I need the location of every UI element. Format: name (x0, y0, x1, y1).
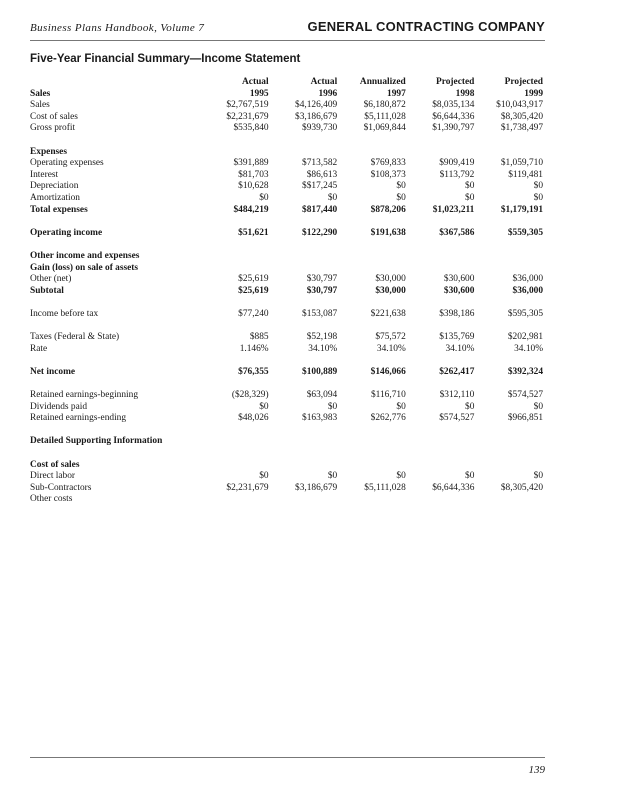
cell-value: $0 (465, 181, 475, 192)
spacer (30, 239, 543, 251)
section-heading-label: Other income and expenses (30, 250, 140, 261)
cell-value: $574,527 (507, 390, 543, 401)
column-type: Projected (504, 77, 543, 87)
cell-value: $30,797 (306, 274, 338, 285)
row-retained-ending (30, 413, 543, 425)
cell-value: $966,851 (507, 413, 543, 424)
row-retained-beginning (30, 390, 543, 402)
cell-value: $51,621 (238, 227, 269, 238)
row-label: Other costs (30, 494, 73, 505)
cell-value: $25,619 (238, 285, 269, 296)
cell-value: $1,069,844 (363, 123, 406, 134)
cell-value: $8,305,420 (500, 482, 543, 493)
section-heading-label: Detailed Supporting Information (30, 436, 163, 447)
cell-value: $36,000 (512, 274, 543, 285)
row-label: Cost of sales (30, 111, 78, 122)
cell-value: $30,000 (375, 285, 406, 296)
row-label: Other (net) (30, 274, 72, 285)
cell-value: $769,833 (370, 158, 406, 169)
cell-value: $2,767,519 (226, 100, 269, 111)
statement-title: Five-Year Financial Summary—Income Statement (30, 53, 301, 65)
column-year: 1995 (249, 88, 269, 99)
row-label: Retained earnings-ending (30, 413, 127, 424)
row-label: Income before tax (30, 308, 99, 319)
row-label: Operating income (30, 227, 103, 238)
spacer (30, 135, 543, 147)
cell-value: $1,023,211 (432, 204, 475, 215)
row-other-net (30, 274, 543, 286)
cell-value: $48,026 (238, 413, 269, 424)
section-heading-label: Expenses (30, 146, 67, 157)
cell-value: 34.10% (514, 343, 543, 354)
cell-value: $$17,245 (302, 181, 338, 192)
cell-value: $153,087 (302, 308, 338, 319)
cell-value: $30,797 (306, 285, 338, 296)
cell-value: $0 (533, 192, 543, 203)
section-heading-expenses (30, 147, 543, 159)
row-label: Gross profit (30, 123, 76, 134)
cell-value: $0 (396, 181, 406, 192)
cell-value: $391,889 (233, 158, 269, 169)
cell-value: $0 (327, 471, 338, 482)
cell-value: $0 (259, 471, 269, 482)
cell-value: $86,613 (306, 169, 338, 180)
row-label: Total expenses (30, 204, 88, 215)
row-taxes (30, 332, 543, 344)
column-type: Annualized (359, 77, 406, 87)
row-sales (30, 100, 543, 112)
section-heading-cost-of-sales (30, 460, 543, 472)
cell-value: $262,417 (439, 366, 475, 377)
cell-value: $1,738,497 (500, 123, 543, 134)
cell-value: $3,186,679 (295, 111, 338, 122)
cell-value: $535,840 (233, 123, 269, 134)
row-rate (30, 344, 543, 356)
cell-value: $2,231,679 (226, 111, 269, 122)
cell-value: $77,240 (238, 308, 269, 319)
cell-value: $100,889 (302, 366, 338, 377)
spacer (30, 448, 543, 460)
cell-value: $75,572 (375, 332, 406, 343)
row-income-before-tax (30, 309, 543, 321)
cell-value: ($28,329) (231, 390, 269, 401)
section-heading-sales: Sales (30, 88, 51, 99)
cell-value: $76,355 (238, 366, 269, 377)
row-label: Direct labor (30, 471, 76, 482)
row-operating-expenses (30, 158, 543, 170)
spacer (30, 355, 543, 367)
column-type: Projected (436, 77, 475, 87)
cell-value: $878,206 (370, 204, 406, 215)
cell-value: $1,179,191 (500, 204, 543, 215)
row-depreciation (30, 181, 543, 193)
spacer (30, 216, 543, 228)
row-label: Depreciation (30, 181, 79, 192)
cell-value: $122,290 (302, 227, 338, 238)
cell-value: $0 (327, 192, 338, 203)
cell-value: 34.10% (445, 343, 475, 354)
cell-value: $221,638 (370, 308, 406, 319)
cell-value: $0 (465, 401, 475, 412)
cell-value: $36,000 (512, 285, 543, 296)
row-net-income (30, 367, 543, 379)
row-label: Subtotal (30, 285, 64, 296)
cell-value: $5,111,028 (364, 111, 406, 122)
column-year: 1997 (387, 88, 406, 99)
column-type: Actual (242, 77, 269, 87)
column-year: 1999 (524, 88, 543, 99)
header-rule (30, 40, 545, 41)
row-operating-income (30, 228, 543, 240)
cell-value: $2,231,679 (226, 482, 269, 493)
cell-value: 1.146% (239, 343, 269, 354)
cell-value: $30,600 (443, 274, 475, 285)
cell-value: $81,703 (238, 169, 269, 180)
cell-value: $4,126,409 (295, 100, 338, 111)
cell-value: 34.10% (376, 343, 406, 354)
cell-value: $119,481 (508, 169, 543, 180)
cell-value: $25,619 (238, 274, 269, 285)
cell-value: $52,198 (306, 332, 338, 343)
cell-value: $5,111,028 (364, 482, 406, 493)
cell-value: $885 (249, 332, 269, 343)
row-amortization (30, 193, 543, 205)
cell-value: $1,390,797 (432, 123, 475, 134)
row-direct-labor (30, 471, 543, 483)
cell-value: $191,638 (370, 227, 406, 238)
row-label: Sales (30, 100, 50, 111)
row-label: Net income (30, 366, 76, 377)
cell-value: $0 (396, 471, 406, 482)
row-cost-of-sales (30, 112, 543, 124)
cell-value: $312,110 (439, 390, 475, 401)
cell-value: $8,035,134 (432, 100, 475, 111)
cell-value: $392,324 (507, 366, 543, 377)
cell-value: $108,373 (370, 169, 406, 180)
cell-value: $484,219 (233, 204, 269, 215)
cell-value: $0 (465, 192, 475, 203)
income-statement-table (30, 77, 543, 506)
cell-value: $10,628 (238, 181, 269, 192)
cell-value: $0 (327, 401, 338, 412)
cell-value: $113,792 (439, 169, 475, 180)
cell-value: $1,059,710 (500, 158, 543, 169)
cell-value: $163,983 (302, 413, 338, 424)
cell-value: $0 (533, 401, 543, 412)
cell-value: $0 (533, 181, 543, 192)
cell-value: $6,644,336 (432, 111, 475, 122)
cell-value: $8,305,420 (500, 111, 543, 122)
section-heading-label: Cost of sales (30, 459, 80, 470)
cell-value: $909,419 (439, 158, 475, 169)
column-year-row (30, 89, 543, 101)
cell-value: $574,527 (439, 413, 475, 424)
column-year: 1998 (455, 88, 475, 99)
column-year: 1996 (318, 88, 338, 99)
row-label: Rate (30, 343, 48, 354)
cell-value: $135,769 (439, 332, 475, 343)
row-label: Amortization (30, 192, 80, 203)
row-label: Retained earnings-beginning (30, 390, 139, 401)
cell-value: $63,094 (306, 390, 338, 401)
cell-value: $0 (259, 401, 269, 412)
spacer (30, 425, 543, 437)
footer-rule (30, 757, 545, 758)
row-total-expenses (30, 205, 543, 217)
cell-value: $398,186 (439, 308, 475, 319)
spacer (30, 297, 543, 309)
cell-value: $713,582 (302, 158, 338, 169)
page-number: 139 (528, 764, 545, 776)
row-subtotal (30, 286, 543, 298)
cell-value: $0 (259, 192, 269, 203)
row-label: Operating expenses (30, 158, 104, 169)
row-sub-contractors (30, 483, 543, 495)
cell-value: $262,776 (370, 413, 406, 424)
section-heading-detail (30, 436, 543, 448)
section-heading-label: Gain (loss) on sale of assets (30, 262, 139, 273)
cell-value: $939,730 (302, 123, 338, 134)
row-label: Interest (30, 169, 59, 180)
row-label: Dividends paid (30, 401, 88, 412)
column-type-row (30, 77, 543, 89)
cell-value: $817,440 (302, 204, 338, 215)
cell-value: $367,586 (439, 227, 475, 238)
cell-value: $146,066 (370, 366, 406, 377)
cell-value: $0 (465, 471, 475, 482)
cell-value: $3,186,679 (295, 482, 338, 493)
cell-value: $30,600 (443, 285, 475, 296)
cell-value: $0 (396, 401, 406, 412)
spacer (30, 378, 543, 390)
row-label: Sub-Contractors (30, 482, 92, 493)
cell-value: $0 (533, 471, 543, 482)
cell-value: $10,043,917 (496, 100, 543, 111)
cell-value: $30,000 (375, 274, 406, 285)
row-gross-profit (30, 123, 543, 135)
cell-value: 34.10% (308, 343, 338, 354)
spacer (30, 320, 543, 332)
book-title: Business Plans Handbook, Volume 7 (30, 22, 205, 34)
cell-value: $202,981 (507, 332, 543, 343)
section-heading-gain (30, 263, 543, 275)
cell-value: $116,710 (370, 390, 406, 401)
row-dividends (30, 402, 543, 414)
row-label: Taxes (Federal & State) (30, 332, 120, 343)
row-other-costs (30, 494, 543, 506)
column-type: Actual (310, 77, 338, 87)
cell-value: $0 (396, 192, 406, 203)
cell-value: $559,305 (507, 227, 543, 238)
section-heading-other (30, 251, 543, 263)
row-interest (30, 170, 543, 182)
company-name: GENERAL CONTRACTING COMPANY (307, 19, 545, 34)
cell-value: $6,180,872 (363, 100, 406, 111)
cell-value: $6,644,336 (432, 482, 475, 493)
cell-value: $595,305 (507, 308, 543, 319)
